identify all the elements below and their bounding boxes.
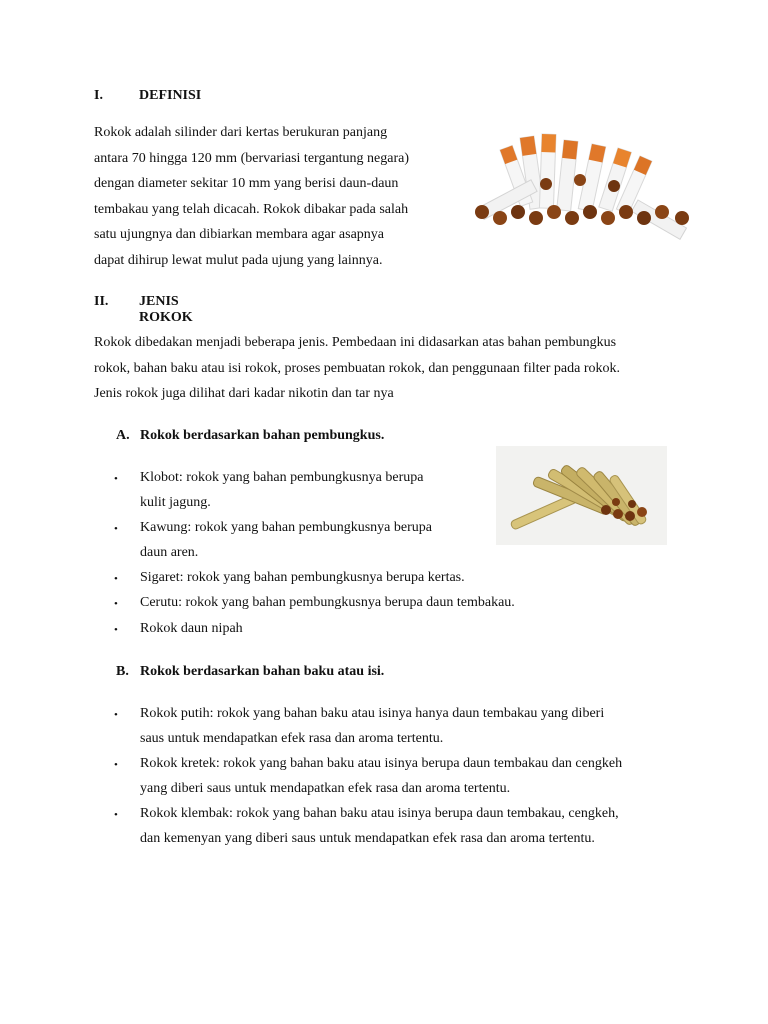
types-paragraph bbox=[94, 330, 620, 407]
bullet: • bbox=[114, 473, 118, 485]
subsection-b-label: B. bbox=[116, 664, 129, 679]
list-item-line: daun aren. bbox=[140, 545, 199, 560]
list-item bbox=[140, 565, 465, 590]
paragraph-line: Rokok adalah silinder dari kertas berukuran panjang bbox=[94, 125, 388, 140]
list-item bbox=[140, 465, 423, 515]
paragraph-line: Rokok dibedakan menjadi beberapa jenis. Pembedaan ini didasarkan atas bahan pembungkus bbox=[94, 335, 617, 350]
bullet: • bbox=[114, 598, 118, 610]
paragraph-line: tembakau yang telah dicacah. Rokok dibakar pada salah bbox=[94, 201, 409, 217]
bullet: • bbox=[114, 573, 118, 585]
section-2-heading bbox=[94, 294, 193, 325]
klobot-bundle-illustration bbox=[510, 464, 647, 530]
bullet: • bbox=[114, 759, 118, 771]
paragraph-line: dapat dihirup lewat mulut pada ujung yang lainnya. bbox=[94, 252, 383, 268]
list-item bbox=[140, 590, 515, 615]
paragraph-line: antara 70 hingga 120 mm (bervariasi tergantung negara) bbox=[94, 150, 410, 166]
list-item-line: Cerutu: rokok yang bahan pembungkusnya berupa daun tembakau. bbox=[140, 595, 515, 610]
section-2-title: JENIS ROKOK bbox=[139, 294, 193, 325]
bullet: • bbox=[114, 809, 118, 821]
list-item-line: Rokok klembak: rokok yang bahan baku atau isinya berupa daun tembakau, cengkeh, bbox=[140, 806, 619, 821]
paragraph-line: rokok, bahan baku atau isi rokok, proses pembuatan rokok, dan penggunaan filter pada rokok. bbox=[94, 360, 621, 376]
klobot-image bbox=[496, 446, 667, 545]
list-item-line: kulit jagung. bbox=[140, 495, 211, 510]
paragraph-line: Jenis rokok juga dilihat dari kadar nikotin dan tar nya bbox=[94, 386, 394, 401]
section-1-heading bbox=[94, 88, 202, 104]
list-item-line: Rokok putih: rokok yang bahan baku atau isinya hanya daun tembakau yang diberi bbox=[140, 706, 605, 721]
list-item-line: Klobot: rokok yang bahan pembungkusnya berupa bbox=[140, 470, 424, 485]
list-item-line: Sigaret: rokok yang bahan pembungkusnya berupa kertas. bbox=[140, 570, 465, 585]
bullet: • bbox=[114, 523, 118, 535]
subsection-b-title: Rokok berdasarkan bahan baku atau isi. bbox=[140, 664, 385, 679]
list-item bbox=[140, 515, 432, 565]
list-item-line: dan kemenyan yang diberi saus untuk mendapatkan efek rasa dan aroma tertentu. bbox=[140, 831, 595, 846]
subsection-a-label: A. bbox=[116, 428, 130, 443]
bullet: • bbox=[114, 709, 118, 721]
list-item bbox=[140, 751, 622, 801]
paragraph-line: dengan diameter sekitar 10 mm yang berisi daun-daun bbox=[94, 176, 399, 191]
list-item-line: Kawung: rokok yang bahan pembungkusnya berupa bbox=[140, 520, 432, 535]
list-item bbox=[140, 701, 604, 751]
section-1-title: DEFINISI bbox=[139, 88, 202, 103]
cigarettes-image bbox=[468, 130, 700, 240]
list-item bbox=[140, 801, 619, 851]
section-2-number: II. bbox=[94, 294, 109, 309]
subsection-b-heading bbox=[116, 664, 385, 680]
definition-paragraph bbox=[94, 120, 409, 273]
section-1-number: I. bbox=[94, 88, 103, 103]
list-item-line: saus untuk mendapatkan efek rasa dan aroma tertentu. bbox=[140, 731, 444, 746]
bullet: • bbox=[114, 624, 118, 636]
subsection-a-title: Rokok berdasarkan bahan pembungkus. bbox=[140, 428, 385, 443]
paragraph-line: satu ujungnya dan dibiarkan membara agar asapnya bbox=[94, 227, 385, 242]
list-item bbox=[140, 616, 243, 641]
cigarette-pile-illustration bbox=[475, 134, 689, 239]
subsection-a-heading bbox=[116, 428, 385, 444]
list-item-line: Rokok daun nipah bbox=[140, 621, 243, 636]
list-item-line: yang diberi saus untuk mendapatkan efek rasa dan aroma tertentu. bbox=[140, 781, 511, 796]
list-item-line: Rokok kretek: rokok yang bahan baku atau isinya berupa daun tembakau dan cengkeh bbox=[140, 756, 623, 771]
